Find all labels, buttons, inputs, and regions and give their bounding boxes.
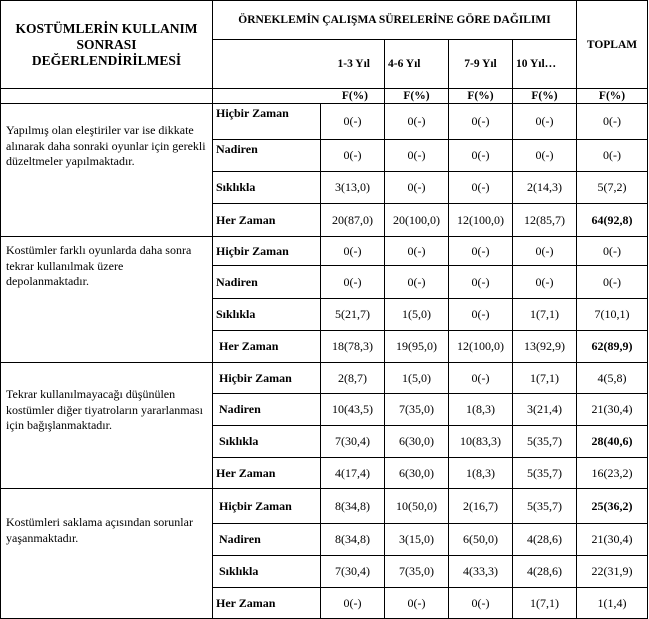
value-cell: 2(16,7) [449,489,513,524]
value-cell: 0(-) [385,104,449,140]
value-cell: 10(43,5) [321,394,385,426]
total-cell: 25(36,2) [577,489,648,524]
value-cell: 0(-) [321,104,385,140]
value-cell: 0(-) [321,266,385,299]
value-cell: 4(28,6) [513,524,577,556]
total-cell: 16(23,2) [577,458,648,489]
statement-cell: Yapılmış olan eleştiriler var ise dikkate alınarak daha sonraki oyunlar için gerekli düzeltmeler yapılmaktadır. [1,104,213,237]
total-cell: 0(-) [577,266,648,299]
distribution-header: ÖRNEKLEMİN ÇALIŞMA SÜRELERİNE GÖRE DAĞILIMI [213,1,577,40]
frequency-label: Nadiren [213,140,321,172]
value-cell: 5(35,7) [513,458,577,489]
value-cell: 6(30,0) [385,458,449,489]
value-cell: 20(100,0) [385,204,449,237]
value-cell: 2(8,7) [321,363,385,394]
value-cell: 12(100,0) [449,331,513,363]
frequency-label: Hiçbir Zaman [213,237,321,266]
value-cell: 4(28,6) [513,556,577,588]
value-cell: 5(35,7) [513,426,577,458]
value-cell: 12(85,7) [513,204,577,237]
total-cell: 1(1,4) [577,588,648,619]
f-header: F(%) [385,89,449,104]
value-cell: 18(78,3) [321,331,385,363]
value-cell: 7(35,0) [385,556,449,588]
frequency-label: Her Zaman [213,458,321,489]
value-cell: 7(30,4) [321,556,385,588]
total-cell: 64(92,8) [577,204,648,237]
total-cell: 0(-) [577,237,648,266]
value-cell: 0(-) [449,299,513,331]
frequency-label: Sıklıkla [213,556,321,588]
statement-cell: Kostümler farklı oyunlarda daha sonra tekrar kullanılmak üzere depolanmaktadır. [1,237,213,363]
frequency-label: Hiçbir Zaman [213,489,321,524]
value-cell: 0(-) [385,140,449,172]
frequency-label: Her Zaman [213,331,321,363]
value-cell: 0(-) [449,363,513,394]
total-cell: 28(40,6) [577,426,648,458]
empty-cell [1,89,213,104]
total-cell: 5(7,2) [577,172,648,204]
value-cell: 1(8,3) [449,458,513,489]
value-cell: 0(-) [449,588,513,619]
f-header: F(%) [449,89,513,104]
value-cell: 0(-) [449,140,513,172]
value-cell: 0(-) [385,266,449,299]
value-cell: 0(-) [449,104,513,140]
value-cell: 7(35,0) [385,394,449,426]
value-cell: 0(-) [385,237,449,266]
value-cell: 1(8,3) [449,394,513,426]
year-header-1-3: 1-3 Yıl [213,40,385,89]
value-cell: 0(-) [449,266,513,299]
total-cell: 7(10,1) [577,299,648,331]
value-cell: 6(50,0) [449,524,513,556]
value-cell: 3(13,0) [321,172,385,204]
value-cell: 0(-) [449,237,513,266]
value-cell: 4(33,3) [449,556,513,588]
total-cell: 62(89,9) [577,331,648,363]
value-cell: 0(-) [321,140,385,172]
total-cell: 0(-) [577,140,648,172]
value-cell: 19(95,0) [385,331,449,363]
frequency-label: Hiçbir Zaman [213,363,321,394]
frequency-label: Hiçbir Zaman [213,104,321,140]
value-cell: 6(30,0) [385,426,449,458]
value-cell: 1(5,0) [385,299,449,331]
frequency-label: Nadiren [213,524,321,556]
value-cell: 5(21,7) [321,299,385,331]
total-cell: 21(30,4) [577,394,648,426]
table-title: KOSTÜMLERİN KULLANIM SONRASI DEĞERLENDİRİLMESİ [1,1,213,89]
frequency-label: Her Zaman [213,204,321,237]
value-cell: 5(35,7) [513,489,577,524]
statement-cell: Kostümleri saklama açısından sorunlar yaşanmaktadır. [1,489,213,619]
frequency-label: Sıklıkla [213,299,321,331]
value-cell: 1(7,1) [513,363,577,394]
value-cell: 10(83,3) [449,426,513,458]
frequency-label: Nadiren [213,266,321,299]
total-cell: 0(-) [577,104,648,140]
value-cell: 0(-) [513,104,577,140]
value-cell: 0(-) [385,588,449,619]
value-cell: 20(87,0) [321,204,385,237]
value-cell: 0(-) [321,588,385,619]
value-cell: 10(50,0) [385,489,449,524]
value-cell: 8(34,8) [321,489,385,524]
value-cell: 13(92,9) [513,331,577,363]
f-header: F(%) [577,89,648,104]
value-cell: 3(15,0) [385,524,449,556]
value-cell: 0(-) [321,237,385,266]
total-cell: 21(30,4) [577,524,648,556]
frequency-label: Nadiren [213,394,321,426]
value-cell: 0(-) [513,266,577,299]
f-header: F(%) [513,89,577,104]
frequency-label: Sıklıkla [213,426,321,458]
value-cell: 3(21,4) [513,394,577,426]
total-cell: 22(31,9) [577,556,648,588]
value-cell: 1(7,1) [513,299,577,331]
year-header-10-plus: 10 Yıl… [513,40,577,89]
value-cell: 1(5,0) [385,363,449,394]
year-header-7-9: 7-9 Yıl [449,40,513,89]
value-cell: 0(-) [513,237,577,266]
total-header: TOPLAM [577,1,648,89]
value-cell: 0(-) [449,172,513,204]
value-cell: 1(7,1) [513,588,577,619]
value-cell: 0(-) [385,172,449,204]
value-cell: 4(17,4) [321,458,385,489]
total-cell: 4(5,8) [577,363,648,394]
frequency-label: Her Zaman [213,588,321,619]
value-cell: 8(34,8) [321,524,385,556]
value-cell: 7(30,4) [321,426,385,458]
value-cell: 2(14,3) [513,172,577,204]
frequency-label: Sıklıkla [213,172,321,204]
value-cell: 12(100,0) [449,204,513,237]
value-cell: 0(-) [513,140,577,172]
year-header-4-6: 4-6 Yıl [385,40,449,89]
f-header: F(%) [213,89,385,104]
statement-cell: Tekrar kullanılmayacağı düşünülen kostümler diğer tiyatroların yararlanması için bağışlanmaktadır. [1,363,213,489]
